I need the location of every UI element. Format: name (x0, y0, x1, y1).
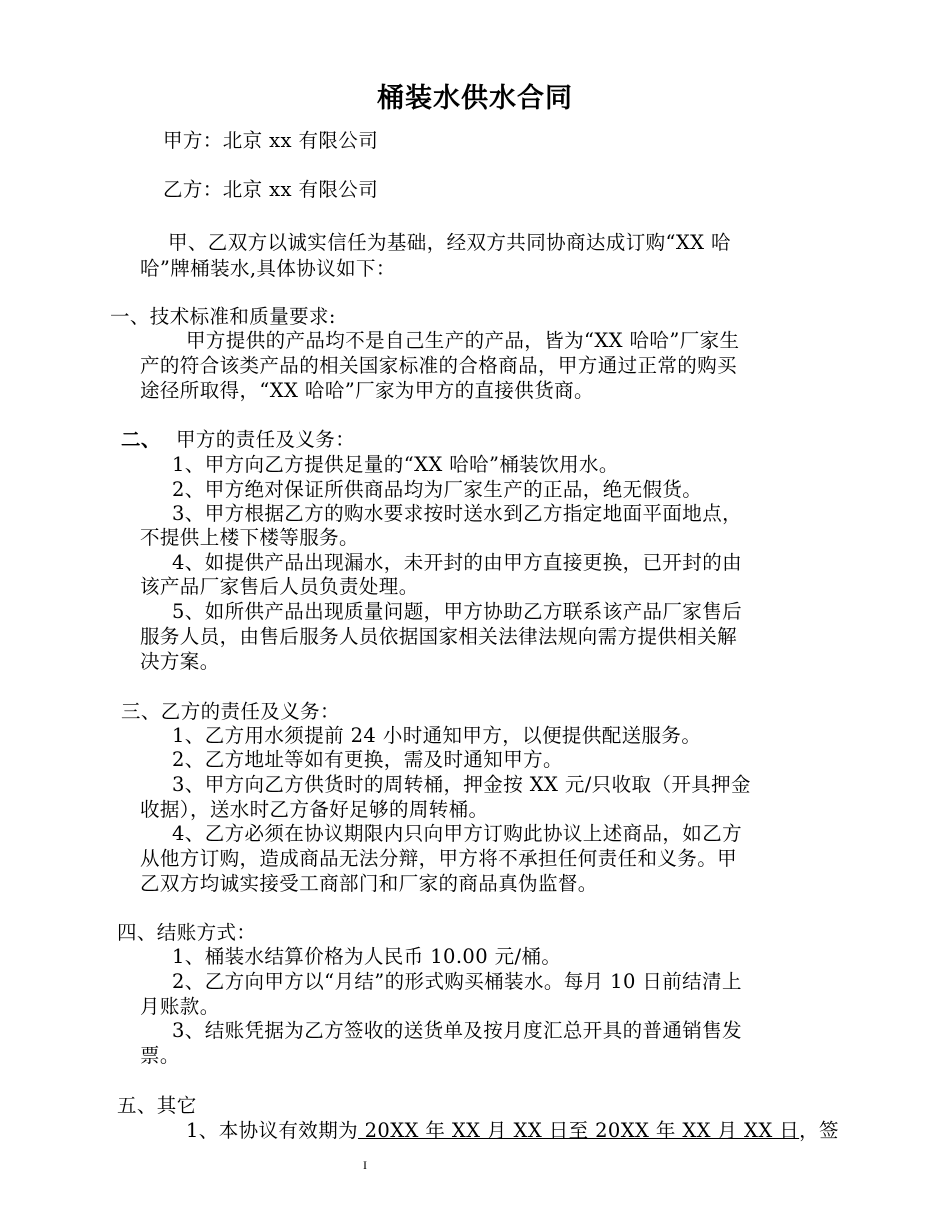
section-line: 1、乙方用水须提前 24 小时通知甲方，以便提供配送服务。 (172, 724, 702, 747)
section-line: 4、乙方必须在协议期限内只向甲方订购此协议上述商品，如乙方 (172, 822, 743, 845)
section-heading-3: 三、乙方的责任及义务： (121, 700, 340, 723)
intro-line: 甲、乙双方以诚实信任为基础，经双方共同协商达成订购“XX 哈 (168, 231, 731, 254)
section-line: 3、结账凭据为乙方签收的送货单及按月度汇总开具的普通销售发 (172, 1019, 743, 1042)
section-line: 3、甲方根据乙方的购水要求按时送水到乙方指定地面平面地点， (172, 502, 743, 525)
section-line: 1、桶装水结算价格为人民币 10.00 元/桶。 (172, 945, 562, 968)
page-number: I (363, 1158, 367, 1172)
section-line: 5、如所供产品出现质量问题，甲方协助乙方联系该产品厂家售后 (172, 600, 743, 623)
intro-line: 哈”牌桶装水,具体协议如下： (140, 257, 396, 280)
section-line: 票。 (140, 1044, 180, 1067)
section-line: 3、甲方向乙方供货时的周转桶，押金按 XX 元/只收取（开具押金 (172, 773, 751, 796)
section-line: 4、如提供产品出现漏水，未开封的由甲方直接更换，已开封的由 (172, 551, 743, 574)
section-number-2: 二、 (121, 428, 161, 451)
validity-suffix: ，签 (799, 1119, 839, 1142)
section-line: 该产品厂家售后人员负责处理。 (140, 575, 419, 598)
section-line: 乙双方均诚实接受工商部门和厂家的商品真伪监督。 (140, 872, 598, 895)
validity-dates: 20XX 年 XX 月 XX 日至 20XX 年 XX 月 XX 日 (358, 1119, 800, 1142)
party-a: 甲方：北京 xx 有限公司 (163, 129, 379, 152)
validity-prefix: 1、本协议有效期为 (186, 1119, 359, 1142)
section-line: 产的符合该类产品的相关国家标准的合格商品，甲方通过正常的购买 (140, 354, 738, 377)
section-line: 决方案。 (140, 650, 220, 673)
section-line: 从他方订购，造成商品无法分辩，甲方将不承担任何责任和义务。甲 (140, 847, 738, 870)
section-line: 不提供上楼下楼等服务。 (140, 526, 359, 549)
validity-line (186, 1119, 839, 1143)
section-line: 2、乙方地址等如有更换，需及时通知甲方。 (172, 748, 563, 771)
section-heading-5: 五、其它 (117, 1094, 197, 1117)
section-line: 月账款。 (140, 995, 220, 1018)
section-heading-1: 一、技术标准和质量要求: (110, 305, 336, 328)
document-title: 桶装水供水合同 (377, 83, 573, 114)
section-line: 1、甲方向乙方提供足量的“XX 哈哈”桶装饮用水。 (172, 453, 619, 476)
section-line: 收据），送水时乙方备好足够的周转桶。 (140, 798, 489, 821)
section-heading-2: 甲方的责任及义务： (176, 428, 356, 451)
section-line: 2、甲方绝对保证所供商品均为厂家生产的正品，绝无假货。 (172, 478, 703, 501)
section-line: 2、乙方向甲方以“月结”的形式购买桶装水。每月 10 日前结清上 (172, 970, 742, 993)
section-line: 服务人员，由售后服务人员依据国家相关法律法规向需方提供相关解 (140, 625, 738, 648)
party-b: 乙方：北京 xx 有限公司 (163, 178, 379, 201)
section-heading-4: 四、结账方式： (117, 921, 257, 944)
section-line: 甲方提供的产品均不是自己生产的产品，皆为“XX 哈哈”厂家生 (186, 329, 740, 352)
section-line: 途径所取得，“XX 哈哈”厂家为甲方的直接供货商。 (140, 379, 594, 402)
